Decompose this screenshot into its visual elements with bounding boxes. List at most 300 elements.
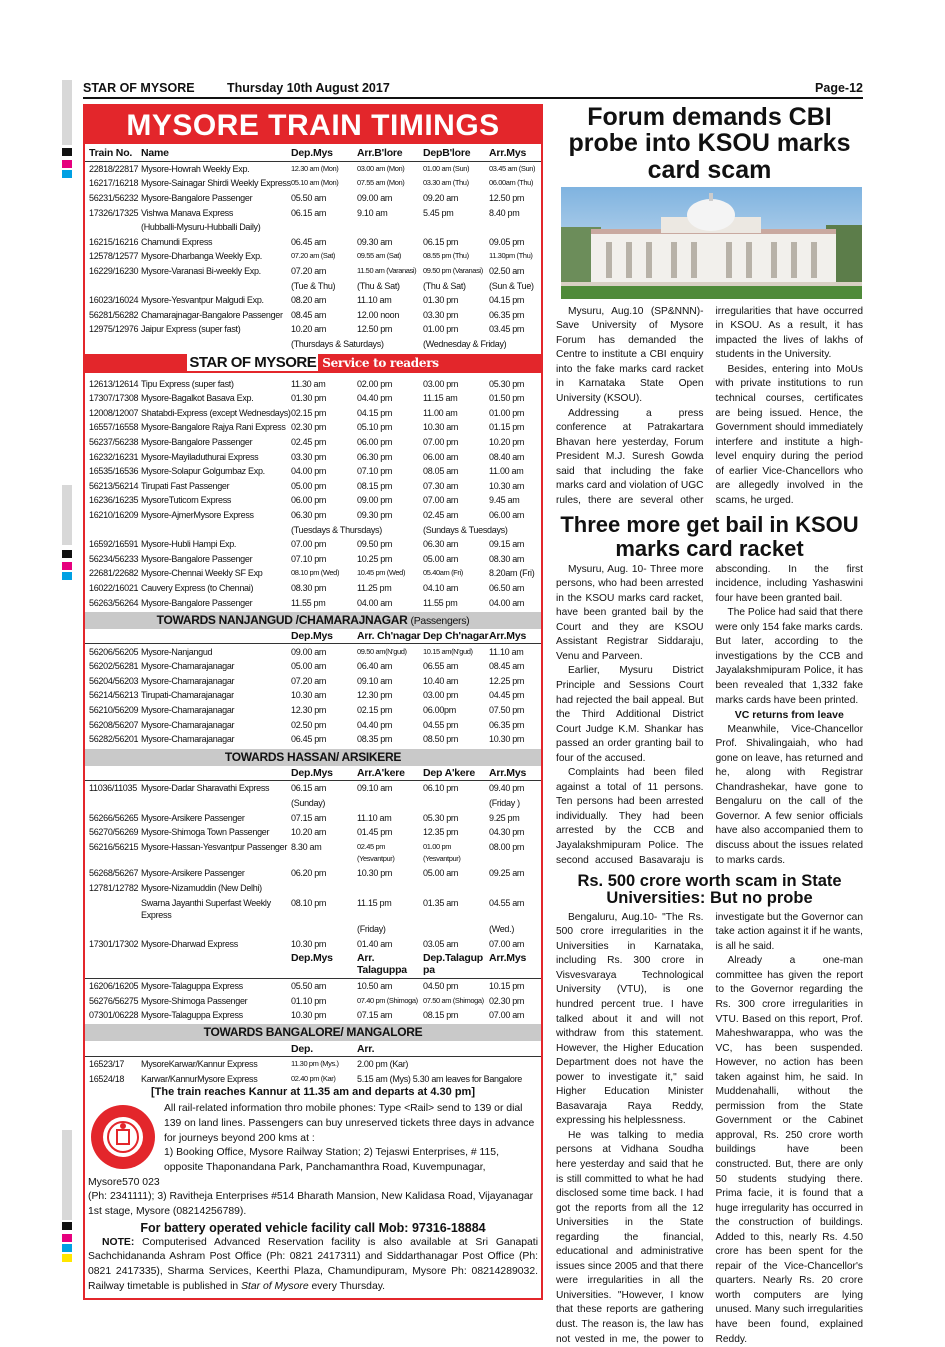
cell-departure-return: 09.50 pm (Varanasi) [423, 266, 483, 276]
registration-strip [62, 80, 72, 145]
cell-arrival-mysore: 04.00 am [489, 597, 525, 608]
cell-arrival: (Friday) [357, 924, 386, 935]
cell-arrival-mysore: 11.30pm (Thu) [489, 251, 533, 261]
cell-train-name: Jaipur Express (super fast) [141, 324, 241, 335]
cell-departure-return: 07.00 pm [423, 436, 459, 447]
cell-train-number: 16022/16021 [89, 582, 139, 593]
rail-info [85, 1098, 541, 1298]
cell-departure-mysore: 02.15 pm [291, 407, 327, 418]
column-header-train-name: Name [141, 147, 169, 160]
section-title: TOWARDS HASSAN/ ARSIKERE [224, 749, 402, 764]
cell-departure-return: 04.10 am [423, 582, 459, 593]
article3-paragraph: Already a one-man committee has given the report to the Governor regarding the Rs. 300 crore irregularities in VTU. Based on this report, Prof. Maheshwarappa, who was the VC, has been suspended. However, no action has been taken against him, he said. In Muddenahalli, without the permission from the State Government or the Cabinet approval, Rs. 250 crore worth buildings have been constructed. But, there are only 50 students studying there. Prima facie, it is found that a huge irregularity has occurred in the construction of buildings. Added to this, nearly Rs. 4.50 crore has been spent for the repair of the Vice-Chancellor's quarters. Nearly Rs. 20 crore worth computers are lying unused. Many such irregularities have been found, explained Reddy. [715, 955, 863, 1345]
cell-train-number: 17301/17302 [89, 938, 139, 949]
cell-arrival: 12.50 pm [357, 324, 393, 335]
cell-departure-mysore: 06.30 pm [291, 509, 327, 520]
cell-train-name: Mysore-Solapur Golgumbaz Exp. [141, 466, 265, 477]
cell-train-name: Mysore-Hassan-Yesvantpur Passenger [141, 841, 288, 852]
cell-departure-return: 01.00 pm (Yesvantpur) [423, 841, 461, 863]
cell-arrival-mysore: 03.45 pm [489, 324, 525, 335]
cell-train-number: 12781/12782 [89, 883, 139, 894]
cell-train-name: Mysore-Bangalore Passenger [141, 436, 253, 447]
cell-departure-mysore: 04.00 pm [291, 466, 327, 477]
section-header [85, 612, 541, 629]
cell-departure-return: 05.00 am [423, 868, 459, 879]
article1-body [556, 305, 863, 509]
cell-departure-return: 04.55 pm [423, 719, 459, 730]
column-header-departure-mysore: Dep.Mys [291, 147, 333, 160]
cell-departure-return: 04.50 pm [423, 980, 459, 991]
table-row [85, 191, 541, 206]
cell-arrival-mysore: (Wed.) [489, 924, 515, 935]
cell-departure-return: 03.05 am [423, 938, 459, 949]
cell-departure-mysore: 06.20 pm [291, 868, 327, 879]
cell-train-name: Vishwa Manava Express [141, 207, 234, 218]
cell-train-number: 16210/16209 [89, 509, 139, 520]
info-booking: 1) Booking Office, Mysore Railway Station; 2) Tejaswi Enterprises, # 115, opposite Thaponandana Park, Panchamanthra Road, Kuvempunagar, Mysore570 023 [88, 1147, 499, 1188]
cell-train-name: MysoreKarwar/Kannur Express [141, 1059, 258, 1070]
table-row [85, 420, 541, 435]
cell-train-number: 22681/22682 [89, 568, 139, 579]
table-row [85, 993, 541, 1008]
cell-train-name: Mysore-Bangalore Rajya Rani Express [141, 422, 286, 433]
cell-departure-mysore: (Tue & Thu) [291, 280, 336, 291]
cell-departure-return: 01.35 am [423, 897, 459, 908]
cell-train-number: 16229/16230 [89, 266, 139, 277]
empty-cell [141, 278, 291, 293]
table-row [85, 1008, 541, 1023]
cell-departure-mysore: 06.45 am [291, 236, 327, 247]
article3-headline: Rs. 500 crore worth scam in State Universities: But no probe [577, 872, 842, 908]
cell-train-name: Tirupati-Chamarajanagar [141, 690, 234, 701]
cell-departure-mysore: 08.30 pm [291, 582, 327, 593]
table-row [85, 581, 541, 596]
cell-train-number: 56266/56265 [89, 812, 139, 823]
note-text: Computerised Advanced Reservation facility is also available at Sri Ganapati Sachchidananda Ashram Post Office (Ph: 0821 2417311) and Siddarthanagar Post Office (Ph: 0821 2417335), Sharma Services, Keerthi Plaza, Chamundipuram, Mysore Ph: 08214289032. Railway timetable is published in [88, 1236, 539, 1292]
cell-train-number: 56202/56281 [89, 661, 139, 672]
cell-departure-mysore: 10.20 am [291, 324, 327, 335]
cell-departure-return: (Sundays & Tuesdays) [423, 524, 508, 535]
cell-arrival: 07.40 pm (Shimoga) [357, 995, 418, 1005]
cell-arrival: 10.45 pm (Wed) [357, 568, 406, 578]
article1-paragraph: Besides, entering into MoUs with private institutions to run technical courses, certificates are being issued. Hence, the Government should immediately interfere and institute a high-level enquiry during the period of earlier Vice-Chancellors who are allegedly involved in the scams, he urged. [715, 363, 863, 506]
cell-train-number: 56270/56269 [89, 827, 139, 838]
table-row [85, 322, 541, 337]
table-row [85, 937, 541, 952]
cell-arrival-mysore: 10.15 pm [489, 980, 525, 991]
cell-departure-return: 11.00 am [423, 407, 458, 418]
cell-train-name: Mysore-Chennai Weekly SF Exp [141, 568, 263, 579]
cell-train-name: Karwar/KannurMysore Express [141, 1073, 258, 1084]
cell-arrival: 07.10 pm [357, 466, 393, 477]
cell-train-name: Mysore-Bangalore Passenger [141, 597, 253, 608]
cell-arrival-mysore: 10.20 pm [489, 436, 525, 447]
cell-departure-return: 06.00pm [423, 705, 456, 716]
column-header-arrival-mysore: Arr.Mys [489, 766, 527, 779]
cell-departure-mysore: 02.50 pm [291, 719, 327, 730]
table-row [85, 522, 541, 537]
cell-train-number: 16523/17 [89, 1059, 125, 1070]
cell-arrival-mysore: 07.00 am [489, 1010, 525, 1021]
cell-arrival: 09.30 pm [357, 509, 393, 520]
table-row [85, 866, 541, 881]
cell-arrival-mysore: 08.30 am [489, 553, 525, 564]
cell-train-number: 07301/06228 [89, 1010, 139, 1021]
table-row [85, 391, 541, 406]
cell-arrival: 04.00 am [357, 597, 393, 608]
empty-cell [89, 278, 141, 293]
cell-departure-mysore: 07.10 pm [291, 553, 327, 564]
empty-cell [141, 1041, 291, 1056]
cell-arrival-mysore: 07.00 am [489, 938, 525, 949]
table-row [85, 551, 541, 566]
cell-departure-return: 10.15 am(N'gud) [423, 646, 473, 656]
cell-arrival: 10.50 am [357, 980, 393, 991]
cell-arrival: 02.15 pm [357, 705, 393, 716]
cell-arrival: 06.40 am [357, 661, 393, 672]
cell-train-number: 16023/16024 [89, 295, 139, 306]
cell-arrival-mysore: 01.00 pm [489, 407, 525, 418]
cell-arrival: 06.00 pm [357, 436, 393, 447]
cell-departure-mysore: 10.30 pm [291, 1010, 327, 1021]
cell-departure-mysore: 11.55 pm [291, 597, 326, 608]
cell-arrival-mysore: 09.05 pm [489, 236, 525, 247]
cell-arrival: 09.30 am [357, 236, 393, 247]
cell-train-name: Tirupati Fast Passenger [141, 480, 230, 491]
table-row [85, 717, 541, 732]
empty-cell [89, 629, 141, 644]
table-row [85, 478, 541, 493]
cell-train-name: Mysore-Dharbanga Weekly Exp. [141, 251, 262, 262]
cell-departure-mysore: 11.30 pm (Mys.) [291, 1059, 339, 1069]
article3-paragraph: He was talking to media persons at Vidhana Soudha here yesterday and said that he is still committed to what he had disclosed some time back. I had got the reports from all the 12 Universities in the State regarding the financial, educational and administrative issues since 2005 and that there were irregularities in all the Universities. "However, I know that these reports are gathering dust. The reason is, the law has not vested in me, the power to investigate but the Governor can take action against it if he wants, is all he said. [556, 911, 863, 1345]
cell-departure-mysore: 12.30 pm [291, 705, 327, 716]
cell-departure-mysore: 07.20 am [291, 675, 327, 686]
cell-train-number: 16557/16558 [89, 422, 139, 433]
cell-train-number: 56204/56203 [89, 675, 139, 686]
cell-departure-return: 05.40am (Fri) [423, 568, 463, 578]
cell-departure-mysore: 06.00 pm [291, 495, 327, 506]
cell-arrival: 9.10 am [357, 207, 388, 218]
cell-departure-return: 03.00 pm [423, 690, 459, 701]
cell-departure-return: 12.35 pm [423, 827, 459, 838]
empty-cell [89, 922, 141, 937]
table-row [85, 796, 541, 811]
empty-cell [89, 1041, 141, 1056]
cell-train-name: Mysore-Chamarajanagar [141, 719, 235, 730]
table-row [85, 235, 541, 250]
cell-departure-mysore: (Sunday) [291, 798, 326, 809]
cell-departure-mysore: 07.20 am [291, 266, 327, 277]
cell-arrival-mysore: 06.00am (Thu) [489, 178, 533, 188]
cell-arrival: 04.40 pm [357, 393, 393, 404]
table-row [85, 644, 541, 659]
cell-departure-mysore: 8.30 am [291, 841, 322, 852]
column-header-train-number: Train No. [89, 147, 133, 160]
column-header-arrival: Arr.B'lore [357, 147, 403, 160]
cell-departure-mysore: 05.00 pm [291, 480, 327, 491]
cell-train-number: 56216/56215 [89, 841, 139, 852]
empty-cell [89, 766, 141, 781]
article2-subhead: VC returns from leave [734, 709, 844, 722]
cell-train-number: 16232/16231 [89, 451, 139, 462]
cell-arrival-mysore: (Friday ) [489, 798, 520, 809]
cell-train-name: Mysore-Dadar Sharavathi Express [141, 783, 270, 794]
cell-departure-mysore: 05.50 am [291, 193, 327, 204]
cell-train-name: Mysore-Talaguppa Express [141, 980, 243, 991]
cell-arrival-mysore: 9.25 pm [489, 812, 520, 823]
column-header-departure-return: Dep Ch'nagar [423, 630, 489, 643]
empty-cell [89, 796, 141, 811]
cell-train-name: Mysore-Yesvantpur Malgudi Exp. [141, 295, 264, 306]
empty-cell [89, 522, 141, 537]
column-header-arrival: Arr. [357, 1042, 375, 1055]
cell-train-name: Mysore-Chamarajanagar [141, 705, 235, 716]
paper-name: STAR OF MYSORE [83, 81, 195, 95]
table-row [85, 595, 541, 610]
table-row [85, 674, 541, 689]
cell-departure-return: 06.55 am [423, 661, 459, 672]
cell-train-name: Swarna Jayanthi Superfast Weekly Express [141, 897, 271, 920]
cell-arrival-mysore: 8.40 pm [489, 207, 520, 218]
cell-arrival-mysore: 06.35 pm [489, 309, 525, 320]
cell-train-name: Mysore-Arsikere Passenger [141, 868, 245, 879]
reservation-note [88, 1236, 538, 1295]
cell-departure-return: (Thu & Sat) [423, 280, 466, 291]
cell-arrival-mysore: 05.30 pm [489, 378, 525, 389]
cell-arrival: 08.35 pm [357, 734, 393, 745]
cell-arrival-mysore: 04.30 pm [489, 827, 525, 838]
article1-paragraph: Mysuru, Aug.10 (SP&NNN)- Save University of Mysore Forum has demanded the Centre to institute a CBI enquiry into the fake marks card racket in Karnataka State Open University (KSOU). [556, 305, 704, 405]
banner-tagline: Service to readers [322, 356, 439, 371]
table-row [85, 264, 541, 279]
train-timings-box [83, 104, 543, 1300]
table-row [85, 732, 541, 747]
cell-arrival: 03.00 am (Mon) [357, 163, 405, 173]
cell-departure-mysore: 10.30 am [291, 690, 327, 701]
cell-arrival-mysore: 02.30 pm [489, 995, 525, 1006]
cell-arrival: 06.30 pm [357, 451, 393, 462]
note-italic: Star of Mysore [241, 1280, 309, 1292]
cell-departure-return: 10.30 am [423, 422, 459, 433]
cell-train-number: 56282/56201 [89, 734, 139, 745]
registration-mark-cyan [62, 1244, 72, 1252]
cell-departure-return: 11.55 pm [423, 597, 458, 608]
cell-departure-mysore: 10.20 am [291, 827, 327, 838]
cell-train-name: (Hubballi-Mysuru-Hubballi Daily) [141, 222, 261, 233]
cell-arrival: 09.00 am [357, 193, 393, 204]
cell-departure-return: 07.00 am [423, 495, 459, 506]
cell-departure-return: 01.00 pm [423, 324, 459, 335]
cell-train-name: Mysore-Shimoga Passenger [141, 995, 248, 1006]
info-booking-cont: (Ph: 2341111); 3) Ravitheja Enterprises #514 Bharath Mansion, New Kalidasa Road, Vijayanagar 1st stage, Mysore (08214256789). [88, 1191, 534, 1218]
cell-arrival: 08.15 pm [357, 480, 393, 491]
cell-arrival-mysore: 12.25 pm [489, 675, 525, 686]
cell-train-name: Chamundi Express [141, 236, 213, 247]
cell-departure-return: 05.00 am [423, 553, 459, 564]
cell-arrival: 12.30 pm [357, 690, 393, 701]
table-row [85, 703, 541, 718]
cell-arrival: 07.15 am [357, 1010, 393, 1021]
table-row [85, 566, 541, 581]
registration-mark-black [62, 148, 72, 156]
cell-train-number: 16206/16205 [89, 980, 139, 991]
cell-departure-mysore: 08.10 pm (Wed) [291, 568, 340, 578]
cell-departure-mysore: 07.20 am (Sat) [291, 251, 336, 261]
cell-train-number: 56237/56238 [89, 436, 139, 447]
empty-cell [89, 895, 141, 922]
article1-paragraph: Addressing a press conference at Patrakartara Bhavan here yesterday, Forum President M.J. Suresh Gowda said that including the fake marks card and violation of UGC rules, there are several other irregularities that have occurred in KSOU. As a result, it has impacted the lives of lakhs of students in the University. [556, 305, 863, 506]
registration-strip [62, 1130, 72, 1220]
registration-mark-magenta [62, 160, 72, 168]
cell-departure-return: 01.30 pm [423, 295, 459, 306]
section-title: TOWARDS BANGALORE/ MANGALORE [203, 1025, 423, 1040]
registration-mark-cyan [62, 572, 72, 580]
empty-cell [141, 337, 291, 352]
cell-train-number: 56231/56232 [89, 193, 139, 204]
cell-train-name: Mysore-Howrah Weekly Exp. [141, 163, 250, 174]
column-header-departure-return: DepB'lore [423, 147, 471, 160]
table-row [85, 825, 541, 840]
empty-cell [141, 522, 291, 537]
cell-train-number: 16236/16235 [89, 495, 139, 506]
cell-train-name: Mysore-Hubli Hampi Exp. [141, 539, 237, 550]
table-row [85, 176, 541, 191]
cell-arrival: 11.25 pm [357, 582, 392, 593]
cell-departure-mysore: 09.00 am [291, 646, 327, 657]
table-column-headers [85, 951, 541, 979]
cell-train-name: MysoreTuticorn Express [141, 495, 232, 506]
registration-mark-magenta [62, 1234, 72, 1242]
cell-arrival: 04.15 pm [357, 407, 393, 418]
cell-arrival: 12.00 noon [357, 309, 400, 320]
empty-cell [141, 766, 291, 781]
cell-departure-mysore: 08.20 am [291, 295, 327, 306]
cell-train-name: Mysore-Chamarajanagar [141, 675, 235, 686]
section-title: TOWARDS NANJANGUD /CHAMARAJNAGAR [156, 612, 408, 627]
cell-arrival-mysore: 9.45 am [489, 495, 520, 506]
registration-mark-black [62, 550, 72, 558]
table-row [85, 659, 541, 674]
cell-train-number: 56268/56267 [89, 868, 139, 879]
article2-paragraph: Complaints had been filed against a total of 11 persons. Ten persons had been arrested individually. They had been arrested by the CCB and Jayalakshmipuram Police. The second accused Basavaraju is absconding. In the first incidence, including Yashaswini four have been granted bail. [556, 563, 863, 866]
cell-train-number: 16217/16218 [89, 178, 139, 189]
cell-train-name: Mysore-Sainagar Shirdi Weekly Express [141, 178, 291, 189]
empty-cell [89, 951, 141, 978]
cell-arrival: 01.45 pm [357, 827, 393, 838]
cell-departure-return: 06.10 pm [423, 783, 459, 794]
cell-departure-return: 03.30 pm [423, 309, 459, 320]
cell-arrival-mysore: 10.30 pm [489, 734, 525, 745]
cell-arrival-mysore: 06.00 am [489, 509, 525, 520]
table-row [85, 537, 541, 552]
cell-arrival: 11.50 am (Varanasi) [357, 266, 417, 276]
cell-departure-mysore: 06.15 am [291, 783, 327, 794]
cell-arrival: 09.00 pm [357, 495, 393, 506]
cell-train-name: Shatabdi-Express (except Wednesdays) [141, 407, 291, 418]
table-row [85, 337, 541, 352]
cell-train-name: Mysore-Chamarajanagar [141, 734, 235, 745]
cell-arrival: 09.55 am (Sat) [357, 251, 402, 261]
empty-cell [141, 629, 291, 644]
table-row [85, 979, 541, 994]
cell-arrival-mysore: 08.00 pm [489, 841, 525, 852]
cell-arrival-mysore: (Sun & Tue) [489, 280, 534, 291]
table-column-headers [85, 146, 541, 162]
cell-train-number: 56213/56214 [89, 480, 139, 491]
cell-departure-mysore: 10.30 pm [291, 938, 327, 949]
cell-train-number: 56234/56233 [89, 553, 139, 564]
cell-arrival: 02.00 pm [357, 378, 393, 389]
article2-paragraph: Meanwhile, Vice-Chancellor Prof. Shivalingaiah, who had gone on leave, has returned and he, along with Registrar Chandrashekar, have gone to Bengaluru on the call of the Governor. A few senior officials have also accompanied them to discuss about the issues related to marks cards. [715, 723, 863, 866]
registration-mark-black [62, 1222, 72, 1230]
cell-train-name: Mysore-Shimoga Town Passenger [141, 827, 270, 838]
cell-train-name: Mysore-Chamarajanagar [141, 661, 235, 672]
star-of-mysore-banner [85, 354, 541, 373]
cell-train-number: 12578/12577 [89, 251, 139, 262]
empty-cell [291, 922, 357, 937]
cell-arrival-mysore: 09.25 am [489, 868, 525, 879]
registration-mark-yellow [62, 1254, 72, 1262]
cell-departure-mysore: 06.15 am [291, 207, 327, 218]
cell-train-number: 17307/17308 [89, 393, 139, 404]
cell-departure-return: 07.50 am (Shimoga) [423, 995, 484, 1005]
cell-departure-return: 07.30 am [423, 480, 459, 491]
empty-cell [89, 337, 141, 352]
cell-departure-return: 03.30 am (Thu) [423, 178, 469, 188]
cell-arrival: 09.10 am [357, 675, 393, 686]
column-header-arrival: Arr. Talaguppa [357, 952, 407, 977]
cell-train-number: 16524/18 [89, 1073, 125, 1084]
registration-mark-magenta [62, 562, 72, 570]
cell-arrival: 2.00 pm (Kar) [357, 1059, 409, 1070]
cell-departure-mysore: 03.30 pm [291, 451, 327, 462]
column-header-arrival: Arr. Ch'nagar [357, 630, 421, 643]
table-row [85, 810, 541, 825]
cell-arrival-mysore: 07.50 pm [489, 705, 525, 716]
table-row [85, 688, 541, 703]
right-column [556, 104, 863, 1347]
table-row [85, 493, 541, 508]
cell-departure-return: 01.00 am (Sun) [423, 163, 470, 173]
cell-arrival-mysore: 01.15 pm [489, 422, 525, 433]
column-header-departure-mysore: Dep.Mys [291, 952, 333, 965]
train-timetable [85, 146, 541, 1098]
cell-train-number: 56206/56205 [89, 646, 139, 657]
cell-departure-return: 08.55 pm (Thu) [423, 251, 469, 261]
column-header-departure-mysore: Dep. [291, 1042, 313, 1055]
cell-arrival-mysore: 11.10 am [489, 646, 524, 657]
cell-arrival-mysore: 04.55 am [489, 897, 525, 908]
cell-departure-mysore: 05.10 am (Mon) [291, 178, 339, 188]
cell-arrival-mysore: 04.45 pm [489, 690, 525, 701]
cell-train-number: 56210/56209 [89, 705, 139, 716]
cell-departure-return: 5.45 pm [423, 207, 454, 218]
cell-train-number: 17326/17325 [89, 207, 139, 218]
column-header-arrival: Arr.A'kere [357, 766, 405, 779]
cell-arrival-mysore: 8.20am (Fri) [489, 568, 535, 579]
section-subtitle: (Passengers) [410, 614, 470, 627]
cell-departure-mysore: 11.30 am [291, 378, 326, 389]
table-row [85, 220, 541, 235]
column-header-arrival-mysore: Arr.Mys [489, 147, 527, 160]
cell-departure-mysore: (Tuesdays & Thursdays) [291, 524, 382, 535]
cell-departure-return: 10.40 am [423, 675, 459, 686]
cell-arrival-mysore: 08.40 am [489, 451, 525, 462]
cell-arrival: 11.15 pm [357, 897, 392, 908]
note-label: NOTE: [102, 1236, 135, 1248]
page-number: Page-12 [815, 81, 863, 95]
